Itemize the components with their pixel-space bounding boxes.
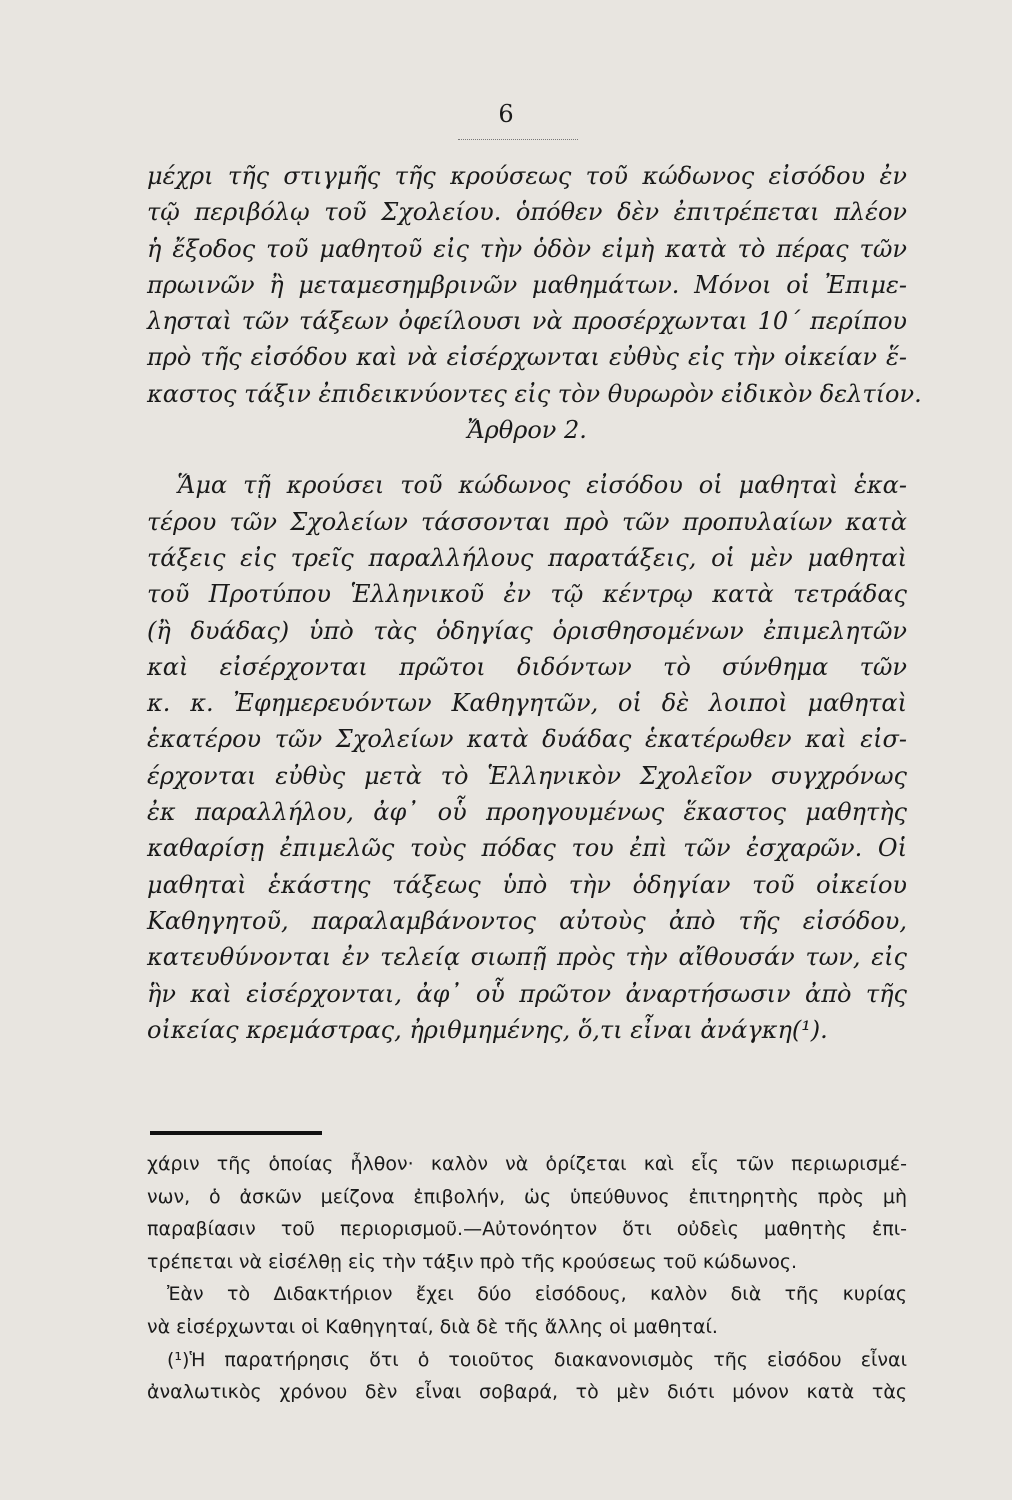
text-line: λησταὶ τῶν τάξεων ὀφείλουσι νὰ προσέρχωνται 10΄ περίπου — [147, 307, 907, 336]
text-line: τοῦ Προτύπου Ἑλληνικοῦ ἐν τῷ κέντρῳ κατὰ τετράδας — [147, 580, 907, 609]
text-line: ἡ ἔξοδος τοῦ μαθητοῦ εἰς τὴν ὁδὸν εἰμὴ κατὰ τὸ πέρας τῶν — [147, 234, 907, 263]
text-line: οἰκείας κρεμάστρας, ἠριθμημένης, ὅ,τι εἶναι ἀνάγκη(¹). — [147, 1015, 828, 1044]
text-line: τῷ περιβόλῳ τοῦ Σχολείου. ὁπόθεν δὲν ἐπιτρέπεται πλέον — [147, 198, 907, 227]
header-dotted-rule — [458, 139, 578, 140]
footnote-line: τρέπεται νὰ εἰσέλθῃ εἰς τὴν τάξιν πρὸ τῆς κρούσεως τοῦ κώδωνος. — [147, 1250, 798, 1273]
footnote-line: χάριν τῆς ὁποίας ἦλθον· καλὸν νὰ ὁρίζεται καὶ εἷς τῶν περιωρισμέ- — [147, 1153, 907, 1175]
main-text — [147, 158, 922, 1048]
footnote-line: (¹)Ἡ παρατήρησις ὅτι ὁ τοιοῦτος διακανονισμὸς τῆς εἰσόδου εἶναι — [167, 1348, 907, 1371]
footnote-line: ἀναλωτικὸς χρόνου δὲν εἶναι σοβαρά, τὸ μὲν διότι μόνον κατὰ τὰς — [147, 1381, 907, 1404]
text-line: ἑκατέρου τῶν Σχολείων κατὰ δυάδας ἑκατέρωθεν καὶ εἰσ- — [147, 725, 907, 754]
text-line: πρὸ τῆς εἰσόδου καὶ νὰ εἰσέρχωνται εὐθὺς εἰς τὴν οἰκείαν ἕ- — [147, 343, 907, 372]
text-line: Ἅμα τῇ κρούσει τοῦ κώδωνος εἰσόδου οἱ μαθηταὶ ἑκα- — [177, 471, 907, 500]
text-line: ἣν καὶ εἰσέρχονται, ἀφ᾽ οὗ πρῶτον ἀναρτήσωσιν ἀπὸ τῆς — [147, 979, 907, 1008]
page-number: 6 — [498, 100, 514, 128]
text-line: τέρου τῶν Σχολείων τάσσονται πρὸ τῶν προπυλαίων κατὰ — [147, 507, 907, 536]
text-line: (ἢ δυάδας) ὑπὸ τὰς ὁδηγίας ὁρισθησομένων ἐπιμελητῶν — [147, 616, 907, 645]
text-line: μέχρι τῆς στιγμῆς τῆς κρούσεως τοῦ κώδωνος εἰσόδου ἐν — [147, 162, 907, 190]
text-line: καστος τάξιν ἐπιδεικνύοντες εἰς τὸν θυρωρὸν εἰδικὸν δελτίον. — [147, 379, 922, 408]
text-line: καὶ εἰσέρχονται πρῶτοι διδόντων τὸ σύνθημα τῶν — [147, 652, 907, 681]
paragraph-gap — [147, 448, 907, 467]
text-line: καθαρίσῃ ἐπιμελῶς τοὺς πόδας του ἐπὶ τῶν ἐσχαρῶν. Οἱ — [147, 834, 907, 863]
text-line: μαθηταὶ ἑκάστης τάξεως ὑπὸ τὴν ὁδηγίαν τοῦ οἰκείου — [147, 870, 907, 899]
text-line: τάξεις εἰς τρεῖς παραλλήλους παρατάξεις, οἱ μὲν μαθηταὶ — [147, 543, 907, 572]
footnote-line: παραβίασιν τοῦ περιορισμοῦ.—Αὐτονόητον ὅτι οὐδεὶς μαθητὴς ἐπι- — [147, 1218, 907, 1241]
footnote-line: νων, ὁ ἀσκῶν μείζονα ἐπιβολήν, ὡς ὑπεύθυνος ἐπιτηρητὴς πρὸς μὴ — [147, 1185, 907, 1208]
footnote-line: Ἐὰν τὸ Διδακτήριον ἔχει δύο εἰσόδους, καλὸν διὰ τῆς κυρίας — [167, 1283, 907, 1306]
text-line: έρχονται εὐθὺς μετὰ τὸ Ἑλληνικὸν Σχολεῖον συγχρόνως — [147, 761, 907, 790]
text-line: κατευθύνονται ἐν τελείᾳ σιωπῇ πρὸς τὴν αἴθουσάν των, εἰς — [147, 943, 907, 972]
text-line: Καθηγητοῦ, παραλαμβάνοντος αὐτοὺς ἀπὸ τῆς εἰσόδου, — [147, 906, 907, 935]
text-line: ἐκ παραλλήλου, ἀφ᾽ οὗ προηγουμένως ἕκαστος μαθητὴς — [147, 798, 907, 827]
article-heading: Ἄρθρον 2. — [467, 416, 587, 445]
footnotes — [147, 1148, 907, 1409]
text-line: πρωινῶν ἢ μεταμεσημβρινῶν μαθημάτων. Μόνοι οἱ Ἐπιμε- — [147, 270, 907, 299]
footnote-line: νὰ εἰσέρχωνται οἱ Καθηγηταί, διὰ δὲ τῆς ἄλλης οἱ μαθηταί. — [147, 1315, 718, 1338]
footnote-rule — [150, 1131, 322, 1135]
text-line: κ. κ. Ἐφημερευόντων Καθηγητῶν, οἱ δὲ λοιποὶ μαθηταὶ — [147, 689, 907, 718]
